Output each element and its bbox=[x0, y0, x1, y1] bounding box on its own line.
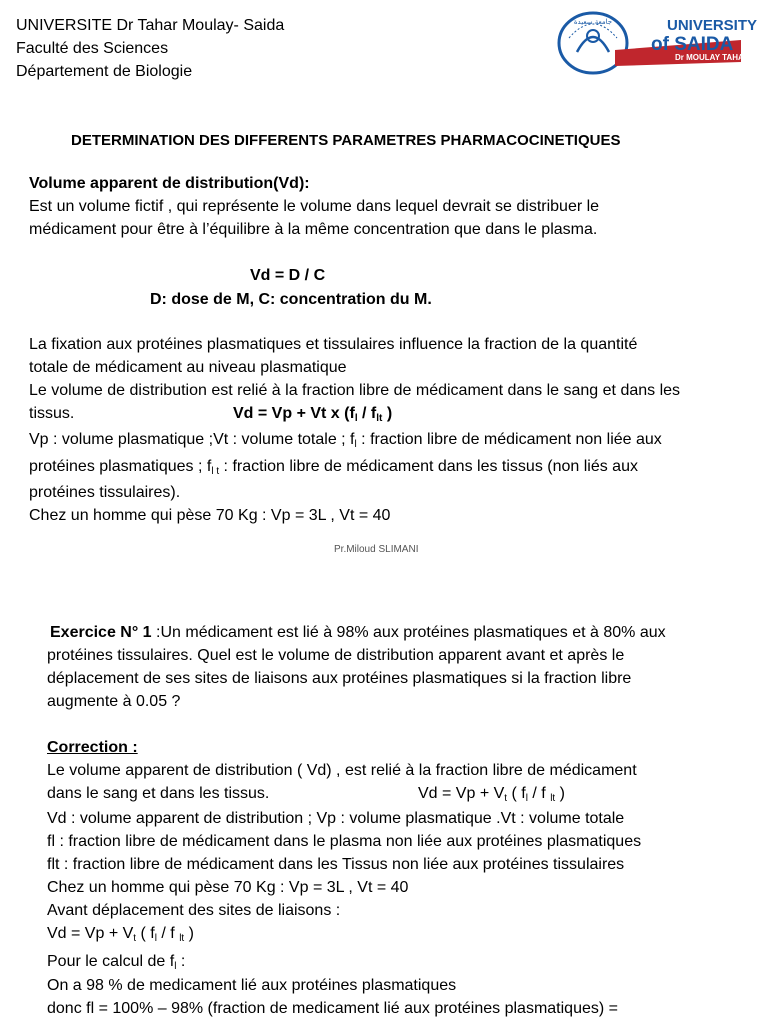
tissus-text: tissus. bbox=[29, 405, 75, 422]
vd-description-line-1: Est un volume fictif , qui représente le volume dans lequel devrait se distribuer le bbox=[29, 198, 600, 215]
correction-heading: Correction : bbox=[47, 739, 138, 756]
logo-moulay-tahar-text: Dr MOULAY TAHAR bbox=[675, 53, 750, 62]
correction-line-7: Avant déplacement des sites de liaisons : bbox=[47, 902, 341, 919]
correction-line-9: Pour le calcul de $f_l$ : bbox=[47, 953, 186, 972]
university-logo bbox=[555, 8, 758, 78]
exercise-line-3: déplacement de ses sites de liaisons aux protéines plasmatiques si la fraction libre bbox=[47, 670, 632, 687]
correction-line-2: dans le sang et dans les tissus. bbox=[47, 785, 270, 802]
header-department: Département de Biologie bbox=[16, 63, 193, 80]
correction-line-10: On a 98 % de medicament lié aux protéines plasmatiques bbox=[47, 977, 457, 994]
paragraph-line-5: Vp : volume plasmatique ;Vt : volume totale ; $f_l$ : fraction libre de médicament non liée aux bbox=[29, 431, 662, 450]
paragraph-line-4 bbox=[29, 406, 74, 422]
vd-tissue-formula: Vd = Vp + Vt x ($f_l / f_{lt}$ ) bbox=[233, 405, 393, 424]
paragraph-line-2: totale de médicament au niveau plasmatique bbox=[29, 359, 347, 376]
paragraph-line-1: La fixation aux protéines plasmatiques et tissulaires influence la fraction de la quantité bbox=[29, 336, 638, 353]
correction-formula-2: $Vd = Vp + V_t$ ( $f_l$ / f $_{lt}$ ) bbox=[47, 925, 194, 944]
logo-emblem-icon bbox=[577, 37, 609, 52]
logo-university-text: UNIVERSITY bbox=[667, 17, 758, 34]
header-faculty: Faculté des Sciences bbox=[16, 40, 169, 57]
header-university: UNIVERSITE Dr Tahar Moulay- Saida bbox=[16, 17, 285, 34]
exercise-line-2: protéines tissulaires. Quel est le volume de distribution apparent avant et après le bbox=[47, 647, 625, 664]
correction-line-3: Vd : volume apparent de distribution ; Vp : volume plasmatique .Vt : volume totale bbox=[47, 810, 625, 827]
correction-line-4: fl : fraction libre de médicament dans le plasma non liée aux protéines plasmatiques bbox=[47, 833, 642, 850]
vd-heading: Volume apparent de distribution(Vd): bbox=[29, 175, 310, 192]
exercise-line-4: augmente à 0.05 ? bbox=[47, 693, 181, 710]
correction-line-5: flt : fraction libre de médicament dans les Tissus non liée aux protéines tissulaires bbox=[47, 856, 625, 873]
correction-formula-1: $Vd = Vp + V_t$ ( $f_l$ / f $_{lt}$ ) bbox=[418, 785, 565, 804]
document-title: DETERMINATION DES DIFFERENTS PARAMETRES PHARMACOCINETIQUES bbox=[71, 132, 621, 149]
logo-saida-text: of SAIDA bbox=[651, 34, 734, 55]
vd-formula: Vd = D / C bbox=[250, 267, 326, 284]
vd-formula-legend: D: dose de M, C: concentration du M. bbox=[150, 291, 432, 308]
vd-description-line-2: médicament pour être à l’équilibre à la même concentration que dans le plasma. bbox=[29, 221, 598, 238]
exercise-line-1: Exercice N° 1 :Un médicament est lié à 98% aux protéines plasmatiques et à 80% aux bbox=[50, 624, 666, 641]
paragraph-line-3: Le volume de distribution est relié à la fraction libre de médicament dans le sang et dans les bbox=[29, 382, 681, 399]
correction-line-1: Le volume apparent de distribution ( Vd) , est relié à la fraction libre de médicament bbox=[47, 762, 637, 779]
author-footer: Pr.Miloud SLIMANI bbox=[334, 544, 419, 555]
correction-line-11: donc fl = 100% – 98% (fraction de medicament lié aux protéines plasmatiques) = bbox=[47, 1000, 618, 1017]
paragraph-line-8: Chez un homme qui pèse 70 Kg : Vp = 3L , Vt = 40 bbox=[29, 507, 391, 524]
paragraph-line-7: protéines tissulaires). bbox=[29, 484, 181, 501]
logo-arabic-text: جامعة سعيدة bbox=[573, 18, 613, 26]
exercise-label: Exercice N° 1 bbox=[50, 624, 152, 641]
paragraph-line-6: protéines plasmatiques ; $f_{l t}$ : fraction libre de médicament dans les tissus (non liés aux bbox=[29, 458, 638, 477]
correction-line-6: Chez un homme qui pèse 70 Kg : Vp = 3L , Vt = 40 bbox=[47, 879, 409, 896]
